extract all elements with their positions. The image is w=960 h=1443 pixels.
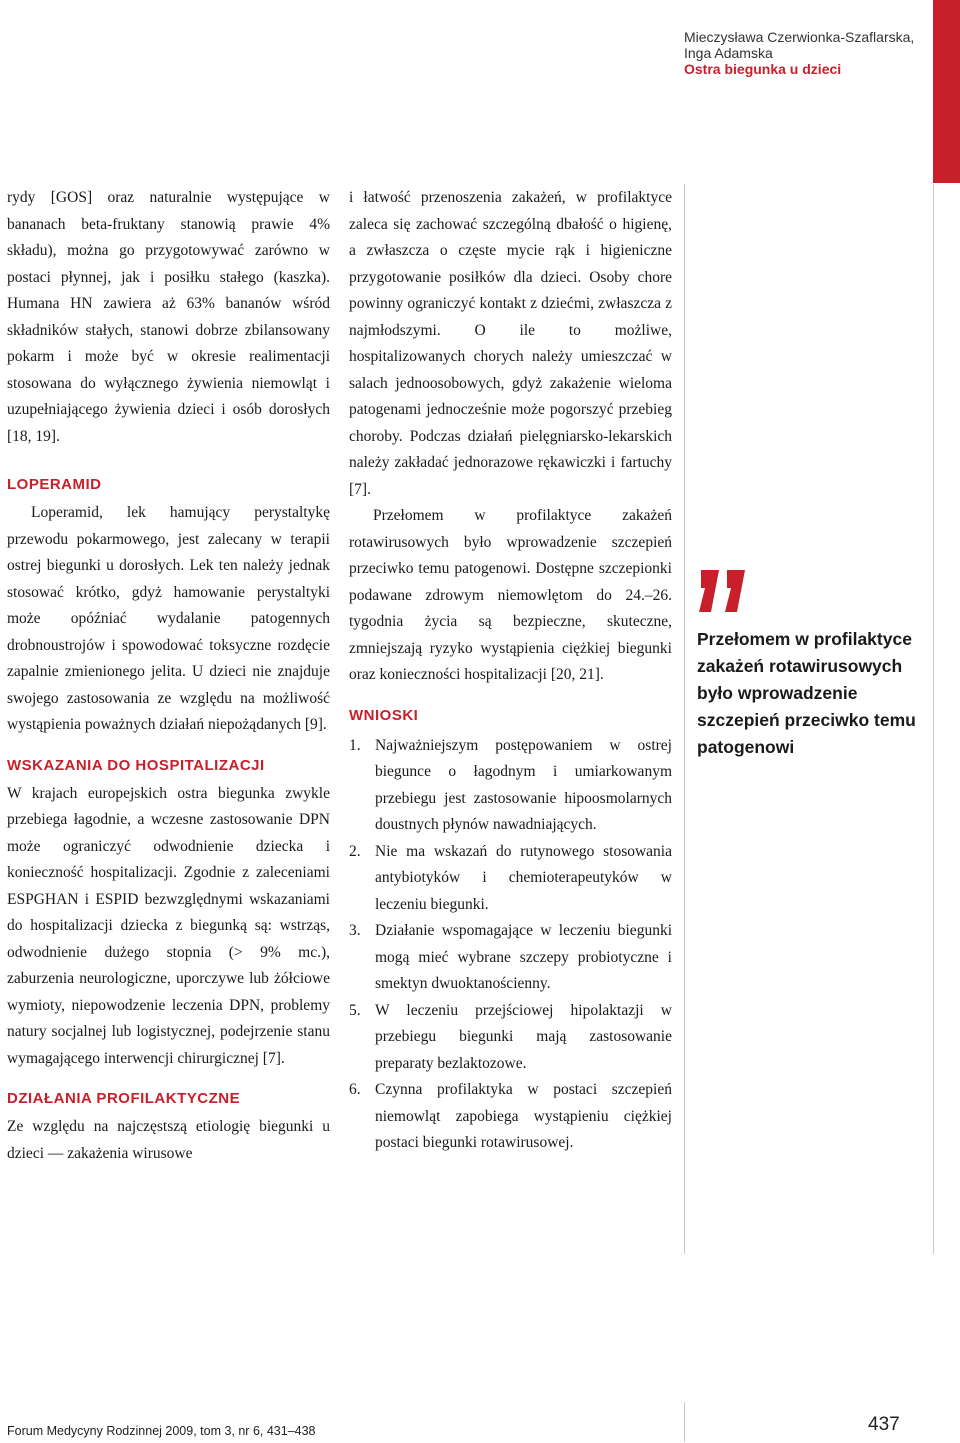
paragraph: Ze względu na najczęstszą etiologię biegunki u dzieci — zakażenia wirusowe <box>7 1118 330 1162</box>
left-column <box>7 185 330 1167</box>
paragraph: W krajach europejskich ostra biegunka zwykle przebiega łagodnie, a wczesne zastosowanie DPN może ograniczyć odwodnienie dziecka i konieczność hospitalizacji. Zgodnie z zaleceniami ESPGHAN i ESPID bezwzględnymi wskazaniami do hospitalizacji dziecka z biegunką są: wstrząs, odwodnienie dużego stopnia (> 9% mc.), zaburzenia neurologiczne, uporczywe lub żółciowe wymioty, niepowodzenie leczenia DPN, problemy natury socjalnej lub logistycznej, podejrzenie stanu wymagającego interwencji chirurgicznej [7]. <box>7 784 330 1067</box>
footer-divider <box>684 1402 685 1442</box>
list-item <box>349 998 672 1078</box>
page-number: 437 <box>868 1414 900 1435</box>
header-authors-line2: Inga Adamska <box>684 45 773 61</box>
conclusions-list <box>349 733 672 1157</box>
list-item <box>349 839 672 919</box>
list-item <box>349 918 672 998</box>
section-heading-hospitalization: WSKAZANIA DO HOSPITALIZACJI <box>7 756 265 774</box>
quote-mark-icon <box>697 568 749 614</box>
paragraph: rydy [GOS] oraz naturalnie występujące w bananach beta-fruktany stanowią prawie 4% składu), można go przygotowywać zarówno w postaci płynnej, jak i posiłku stałego (kaszka). Humana HN zawiera aż 63% bananów wśród składników stałych, stanowi dobrze zbilansowany pokarm i może być w okresie realimentacji stosowana do wyłącznego żywienia niemowląt i uzupełniającego żywienia dzieci i osób dorosłych [18, 19]. <box>7 189 330 445</box>
section-heading-loperamid: LOPERAMID <box>7 476 102 493</box>
list-number: 6. <box>349 1081 361 1098</box>
paragraph: i łatwość przenoszenia zakażeń, w profilaktyce zaleca się zachować szczególną dbałość o higienę, a zwłaszcza o częste mycie rąk i higieniczne przygotowanie posiłków dla dzieci. Osoby chore powinny ograniczyć kontakt z dziećmi, zwłaszcza z najmłodszymi. O ile to możliwe, hospitalizowanych chorych należy umieszczać w salach jednoosobowych, gdyż zakażenie wieloma patogenami jednocześnie może pogorszyć przebieg choroby. Podczas działań pielęgniarsko-lekarskich należy zakładać jednorazowe rękawiczki i fartuchy [7]. <box>349 189 672 498</box>
paragraph: Przełomem w profilaktyce zakażeń rotawirusowych było wprowadzenie szczepień przeciwko temu patogenowi. Dostępne szczepionki podawane zdrowym niemowlętom do 24.–26. tygodnia życia są bezpieczne, skuteczne, zmniejszają ryzyko wystąpienia ciężkiej biegunki oraz konieczności hospitalizacji [20, 21]. <box>349 507 672 683</box>
list-number: 2. <box>349 842 361 860</box>
list-item <box>349 733 672 839</box>
paragraph: Loperamid, lek hamujący perystaltykę przewodu pokarmowego, jest zalecany w terapii ostrej biegunki u dorosłych. Lek ten należy jednak stosować krótko, gdyż hamowanie perystaltyki może opóźniać wydalanie patogennych drobnoustrojów i spowodować toksyczne rozdęcie zapalnie zmienionego jelita. U dzieci nie znajduje swojego zastosowania ze względu na możliwość wystąpienia poważnych działań niepożądanych [9]. <box>7 504 330 733</box>
pull-quote <box>697 578 919 761</box>
list-text: Czynna profilaktyka w postaci szczepień niemowląt zapobiega wystąpieniu ciężkiej postaci biegunki rotawirusowej. <box>375 1081 672 1151</box>
running-header <box>684 29 924 77</box>
header-article-title: Ostra biegunka u dzieci <box>684 61 842 77</box>
list-item <box>349 1077 672 1157</box>
list-text: Najważniejszym postępowaniem w ostrej biegunce o łagodnym i umiarkowanym przebiegu jest zastosowanie hipoosmolarnych doustnych płynów nawadniających. <box>375 736 672 833</box>
header-authors-line1: Mieczysława Czerwionka-Szaflarska, <box>684 29 915 45</box>
section-heading-prevention: DZIAŁANIA PROFILAKTYCZNE <box>7 1090 241 1107</box>
list-number: 5. <box>349 1001 361 1019</box>
section-heading-conclusions: WNIOSKI <box>349 706 419 724</box>
accent-bar <box>933 0 960 183</box>
list-number: 1. <box>349 736 361 754</box>
pull-quote-text: Przełomem w profilaktyce zakażeń rotawirusowych było wprowadzenie szczepień przeciwko temu patogenowi <box>697 629 916 757</box>
list-number: 3. <box>349 922 361 939</box>
list-text: Nie ma wskazań do rutynowego stosowania antybiotyków i chemioterapeutyków w leczeniu biegunki. <box>375 842 672 913</box>
column-divider <box>684 184 685 1254</box>
middle-column <box>349 185 672 1157</box>
list-text: W leczeniu przejściowej hipolaktazji w przebiegu biegunki mają zastosowanie preparaty bezlaktozowe. <box>375 1001 672 1072</box>
footer-citation: Forum Medycyny Rodzinnej 2009, tom 3, nr 6, 431–438 <box>7 1424 316 1438</box>
list-text: Działanie wspomagające w leczeniu biegunki mogą mieć wybrane szczepy probiotyczne i smektyn dwuoktanościenny. <box>375 922 672 992</box>
column-divider <box>933 184 934 1254</box>
